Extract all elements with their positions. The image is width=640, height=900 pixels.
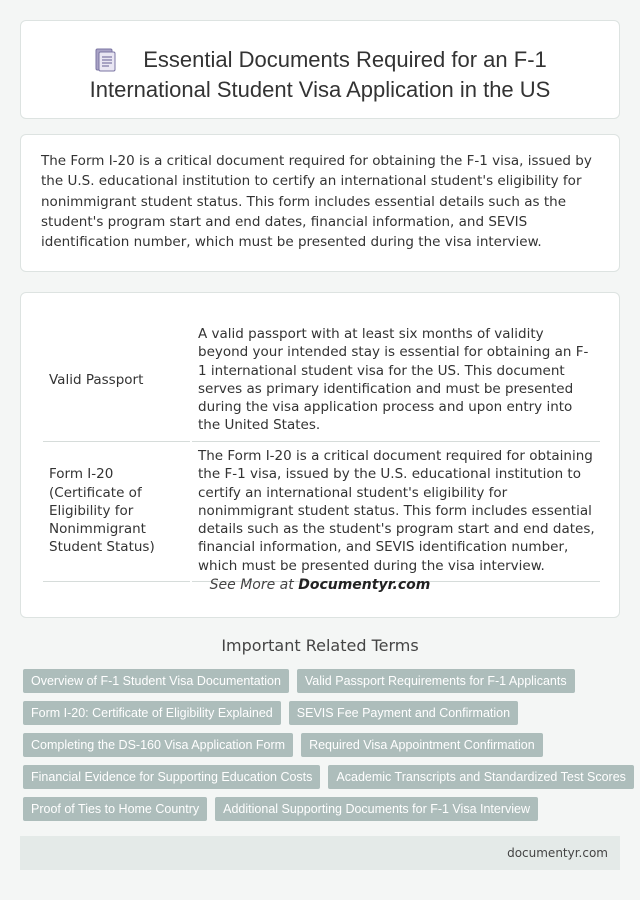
related-term-tag[interactable]: Additional Supporting Documents for F-1 Visa Interview — [215, 797, 538, 821]
title-line-2: International Student Visa Application in the US — [89, 77, 551, 102]
documents-table — [43, 319, 600, 582]
document-description: The Form I-20 is a critical document required for obtaining the F-1 visa, issued by the U.S. educational institution to certify an international student's eligibility for nonimmigrant student status. This form includes essential details such as the student's program start and end dates, financial information, and SEVIS identification number, which must be presented during the visa interview. — [191, 441, 600, 581]
related-term-tag[interactable]: Overview of F-1 Student Visa Documentation — [23, 669, 289, 693]
footer-site-link[interactable]: documentyr.com — [507, 846, 608, 860]
documents-table-card — [20, 292, 620, 618]
tag-row — [23, 765, 626, 789]
related-terms-tags — [23, 669, 626, 829]
see-more-link[interactable] — [21, 577, 619, 593]
table-row — [43, 319, 600, 441]
document-name: Valid Passport — [43, 319, 191, 441]
related-term-tag[interactable]: Financial Evidence for Supporting Education Costs — [23, 765, 320, 789]
document-name: Form I-20 (Certificate of Eligibility for Nonimmigrant Student Status) — [43, 441, 191, 581]
related-term-tag[interactable]: Academic Transcripts and Standardized Test Scores — [328, 765, 634, 789]
tag-row — [23, 669, 623, 693]
intro-card — [20, 134, 620, 272]
tag-row — [23, 701, 623, 725]
see-more-site[interactable]: Documentyr.com — [298, 577, 431, 593]
related-term-tag[interactable]: Proof of Ties to Home Country — [23, 797, 207, 821]
tag-row — [23, 797, 623, 821]
related-terms-title: Important Related Terms — [221, 636, 419, 655]
document-icon — [93, 47, 117, 73]
page-title — [21, 45, 619, 75]
intro-text: The Form I-20 is a critical document required for obtaining the F-1 visa, issued by the U.S. educational institution to certify an international student's eligibility for nonimmigrant student status. This form includes essential details such as the student's program start and end dates, financial information, and SEVIS identification number, which must be presented during the visa interview. — [41, 153, 592, 251]
title-card — [20, 20, 620, 119]
document-description: A valid passport with at least six months of validity beyond your intended stay is essential for obtaining an F-1 international student visa for the US. This document serves as primary identification and must be presented during the visa application process and upon entry into the United States. — [191, 319, 600, 441]
title-line-1: Essential Documents Required for an F-1 — [143, 47, 547, 72]
footer — [20, 836, 620, 870]
related-term-tag[interactable]: SEVIS Fee Payment and Confirmation — [289, 701, 518, 725]
tag-row — [23, 733, 623, 757]
related-term-tag[interactable]: Form I-20: Certificate of Eligibility Explained — [23, 701, 281, 725]
related-term-tag[interactable]: Valid Passport Requirements for F-1 Applicants — [297, 669, 575, 693]
see-more-prefix: See More at — [209, 577, 294, 593]
related-term-tag[interactable]: Required Visa Appointment Confirmation — [301, 733, 543, 757]
table-row — [43, 441, 600, 581]
related-term-tag[interactable]: Completing the DS-160 Visa Application Form — [23, 733, 293, 757]
